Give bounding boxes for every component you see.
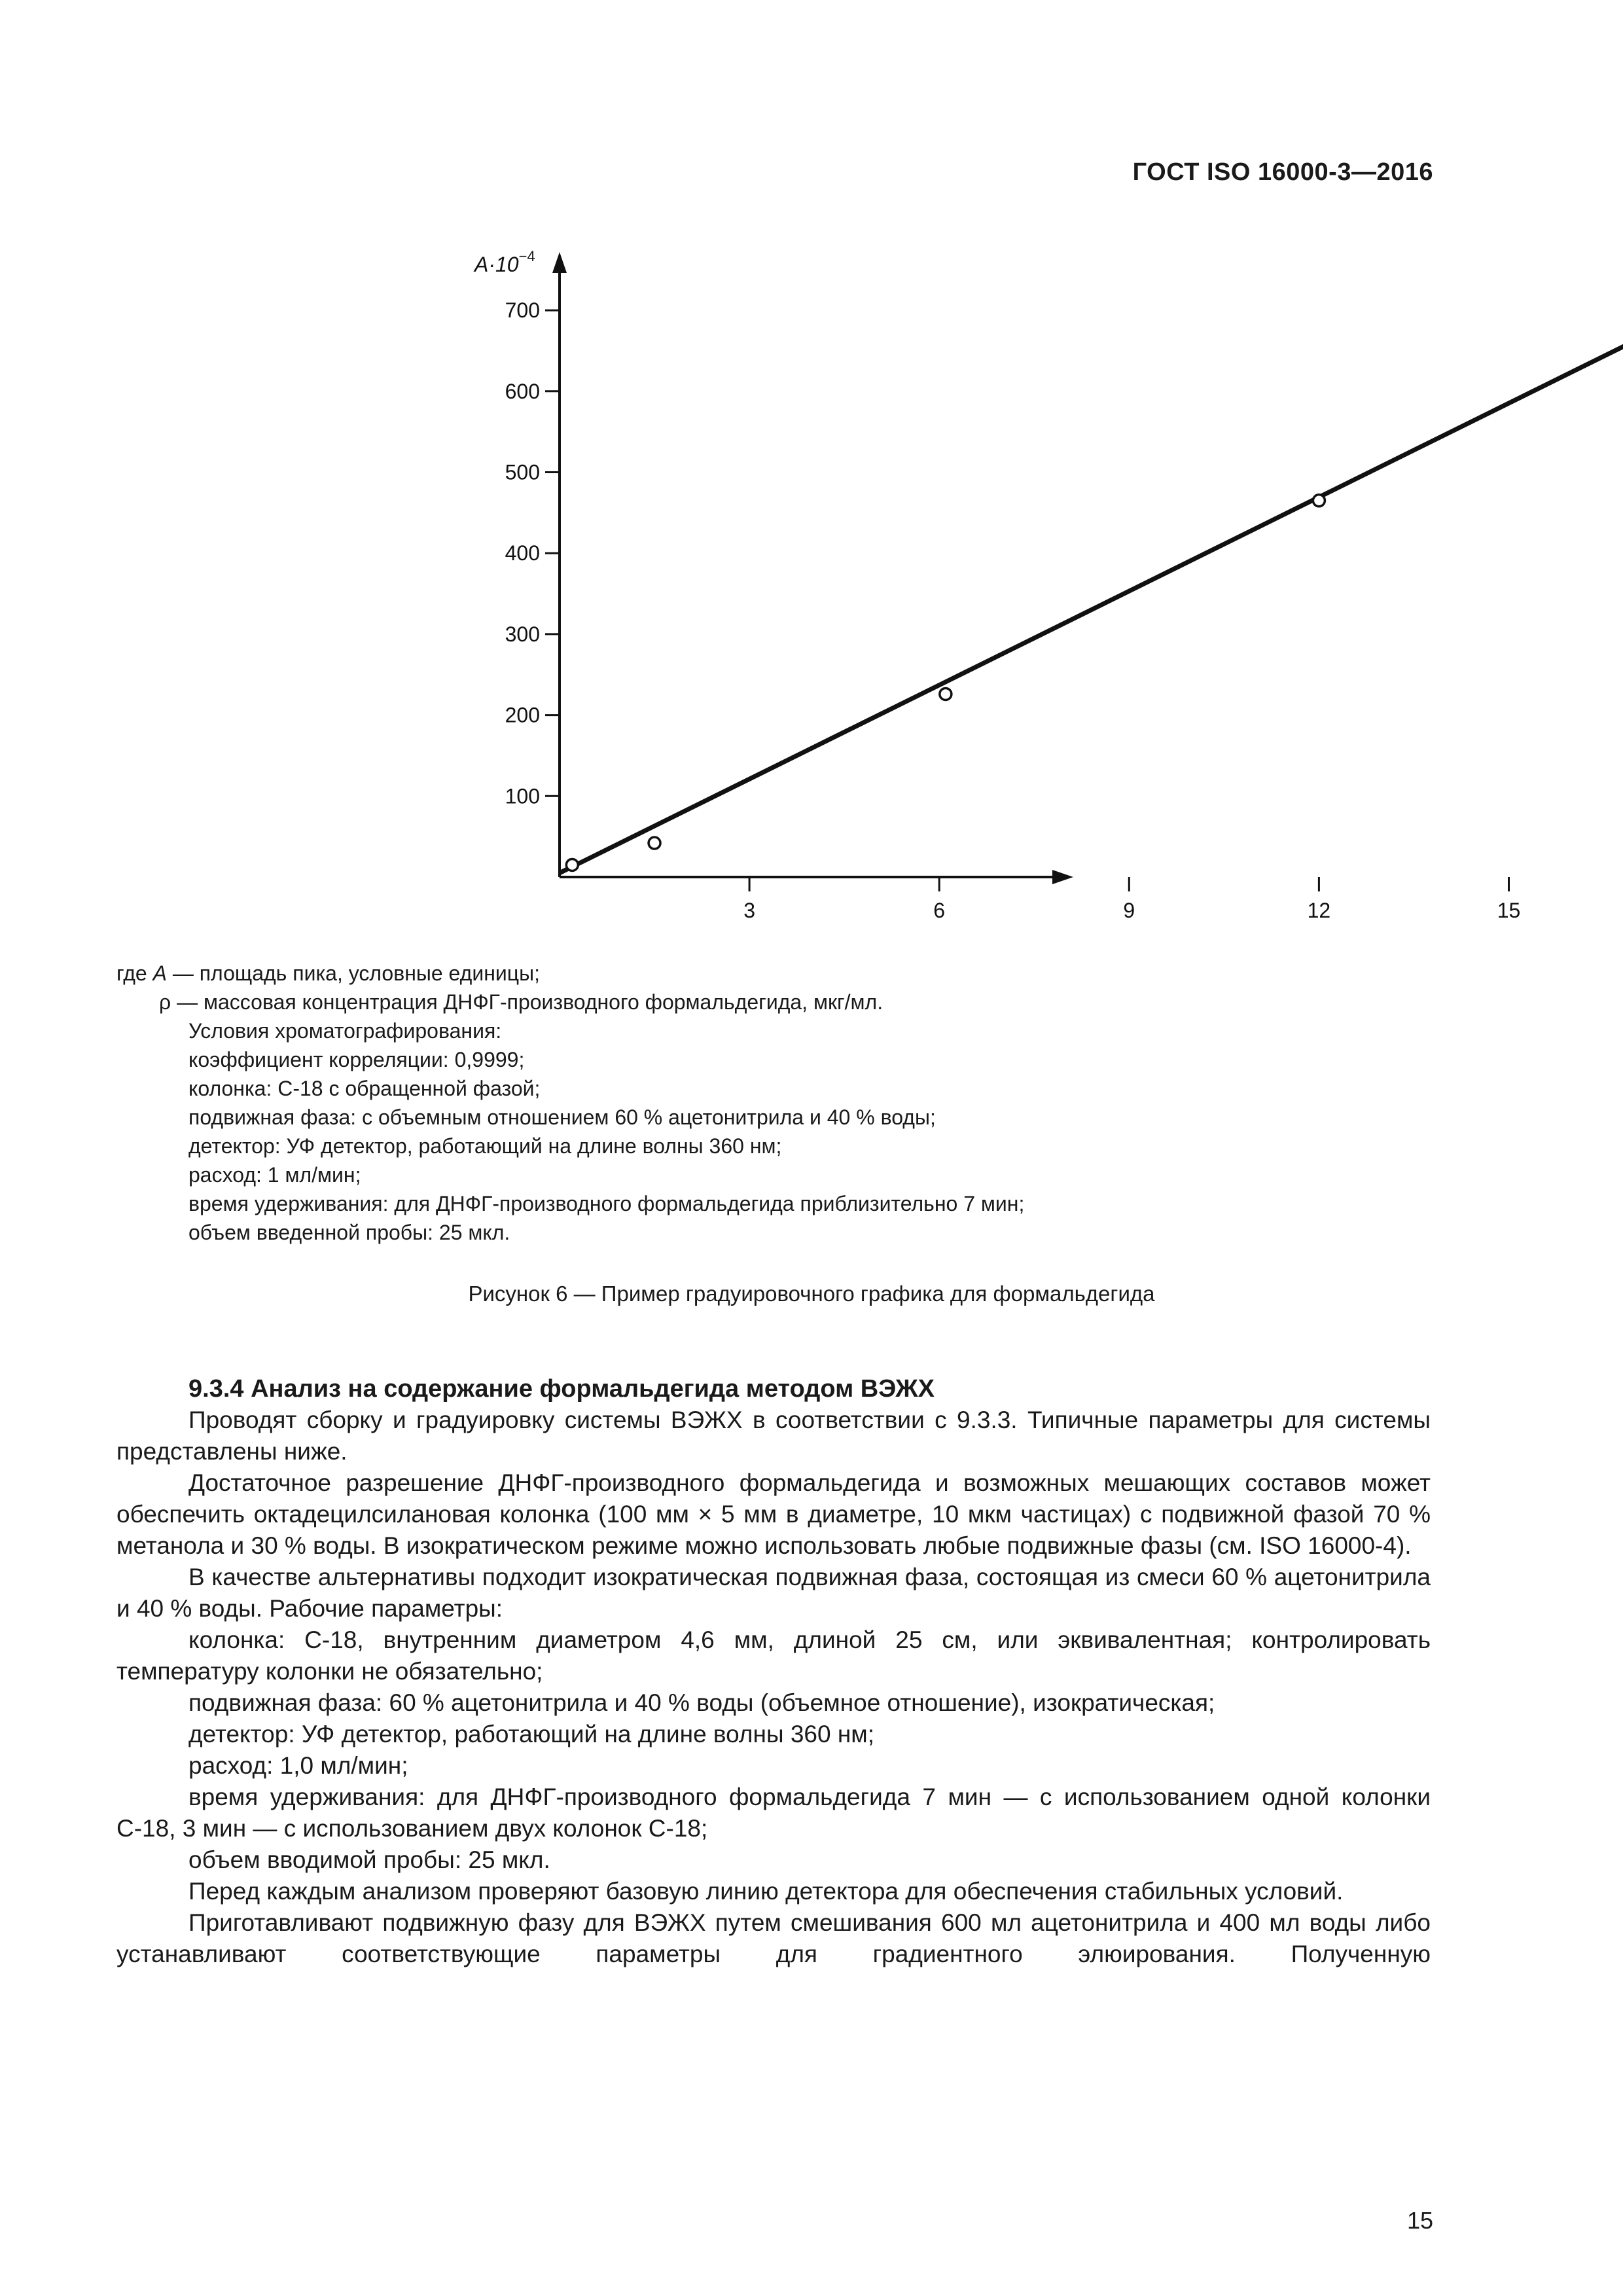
data-point [566, 859, 578, 870]
section-9-3-4 [116, 1373, 1431, 1970]
legend-rho-desc: — массовая концентрация ДНФГ-производного формальдегида, мкг/мл. [177, 990, 883, 1014]
paragraph: Достаточное разрешение ДНФГ-производного формальдегида и возможных мешающих составов может обеспечить октадецилсилановая колонка (100 мм × 5 мм в диаметре, 10 мкм частицах) с подвижной фазой 70 % метанола и 30 % воды. В изократическом режиме можно использовать любые подвижные фазы (см. ISO 16000-4). [116, 1469, 1431, 1559]
condition-line: время удерживания: для ДНФГ-производного формальдегида приблизительно 7 мин; [188, 1192, 1025, 1215]
condition-line: колонка: С-18 с обращенной фазой; [188, 1077, 541, 1100]
paragraph: подвижная фаза: 60 % ацетонитрила и 40 % воды (объемное отношение), изократическая; [188, 1689, 1215, 1716]
condition-line: детектор: УФ детектор, работающий на длине волны 360 нм; [188, 1134, 782, 1158]
legend-rho-symbol: ρ [159, 990, 171, 1014]
x-tick-label: 12 [1307, 899, 1331, 922]
calibration-chart [0, 0, 1623, 956]
paragraph: Перед каждым анализом проверяют базовую линию детектора для обеспечения стабильных условий. [188, 1878, 1344, 1905]
chart-axes [552, 252, 1073, 884]
y-tick-label: 400 [505, 541, 540, 565]
y-tick-label: 100 [505, 784, 540, 808]
legend-A-symbol: A [152, 961, 167, 985]
paragraph: объем вводимой пробы: 25 мкл. [188, 1846, 550, 1873]
page-number: 15 [1406, 2207, 1433, 2234]
paragraph: Приготавливают подвижную фазу для ВЭЖХ путем смешивания 600 мл ацетонитрила и 400 мл воды либо устанавливают соответствующие параметры для градиентного элюирования. Полученную [116, 1909, 1431, 1967]
y-axis-arrow [552, 252, 567, 273]
x-tick-label: 3 [743, 899, 755, 922]
data-point [940, 688, 952, 700]
x-tick-label: 9 [1123, 899, 1135, 922]
paragraph: время удерживания: для ДНФГ-производного формальдегида 7 мин — с использованием одной колонки С-18, 3 мин — с использованием двух колонок С-18; [116, 1784, 1431, 1842]
chart-fit-line [560, 278, 1623, 873]
legend-where: где [116, 961, 147, 985]
y-axis-label-main: A·10 [474, 253, 519, 276]
data-point [649, 837, 660, 849]
x-axis-arrow [1052, 870, 1073, 884]
y-tick-label: 700 [505, 298, 540, 323]
condition-line: подвижная фаза: с объемным отношением 60 % ацетонитрила и 40 % воды; [188, 1105, 936, 1129]
y-tick-label: 600 [505, 379, 540, 403]
legend-row-rho [116, 988, 1024, 1016]
legend-row-A [116, 959, 1024, 988]
condition-line: объем введенной пробы: 25 мкл. [188, 1221, 510, 1244]
condition-line: расход: 1 мл/мин; [188, 1163, 361, 1187]
condition-line: Условия хроматографирования: [188, 1019, 502, 1043]
legend-A-desc: — площадь пика, условные единицы; [172, 961, 540, 985]
document-id: ГОСТ ISO 16000-3—2016 [1132, 158, 1433, 186]
x-tick-label: 15 [1497, 899, 1521, 922]
y-tick-label: 200 [505, 703, 540, 727]
paragraph: В качестве альтернативы подходит изократическая подвижная фаза, состоящая из смеси 60 % ацетонитрила и 40 % воды. Рабочие параметры: [116, 1564, 1431, 1622]
regression-line [560, 278, 1623, 873]
chart-axis-labels [473, 248, 1623, 922]
figure-caption: Рисунок 6 — Пример градуировочного графика для формальдегида [468, 1282, 1155, 1306]
y-tick-label: 300 [505, 622, 540, 646]
x-tick-label: 6 [933, 899, 946, 922]
y-tick-label: 500 [505, 460, 540, 484]
condition-line: коэффициент корреляции: 0,9999; [188, 1048, 525, 1071]
y-axis-label-exponent: −4 [518, 248, 535, 264]
y-axis-label [473, 248, 535, 276]
data-point [1313, 495, 1325, 507]
paragraph: расход: 1,0 мл/мин; [188, 1752, 408, 1779]
chart-ticks [505, 298, 1623, 922]
figure-legend [116, 959, 1024, 1247]
chart-points [566, 306, 1623, 871]
section-heading: 9.3.4 Анализ на содержание формальдегида методом ВЭЖХ [188, 1375, 935, 1403]
paragraph: Проводят сборку и градуировку системы ВЭЖХ в соответствии с 9.3.3. Типичные параметры для системы представлены ниже. [116, 1407, 1431, 1465]
paragraph: колонка: С-18, внутренним диаметром 4,6 мм, длиной 25 см, или эквивалентная; контролировать температуру колонки не обязательно; [116, 1626, 1431, 1685]
paragraph: детектор: УФ детектор, работающий на длине волны 360 нм; [188, 1721, 874, 1748]
